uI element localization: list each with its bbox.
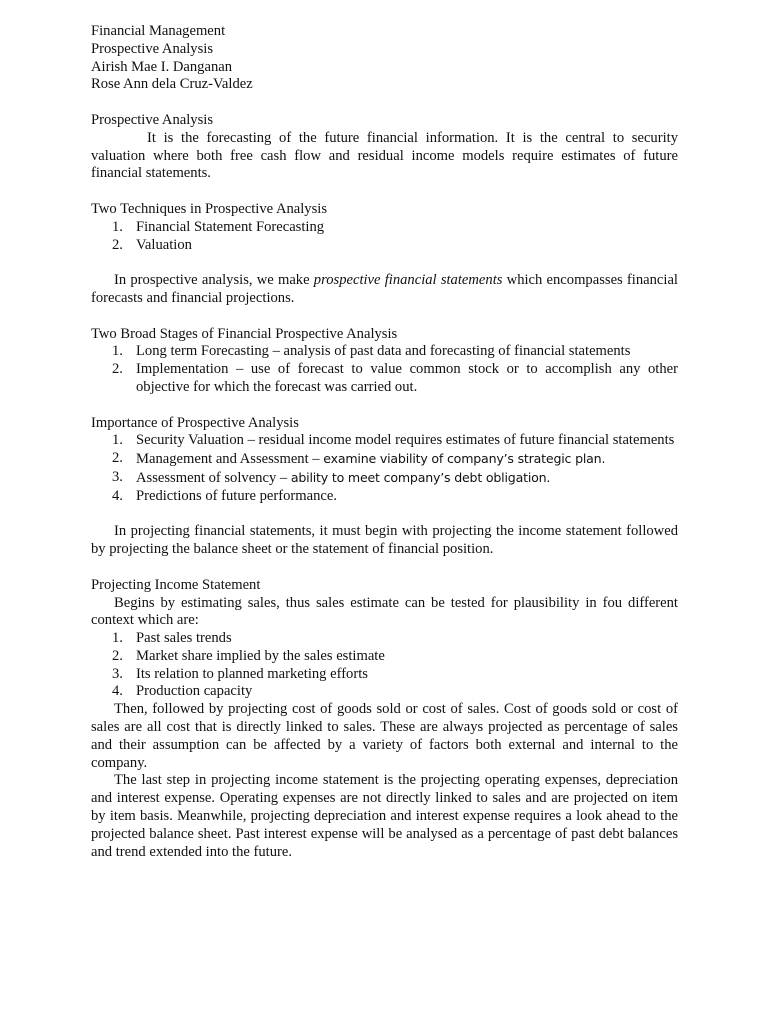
section-heading-two-techniques: Two Techniques in Prospective Analysis	[91, 200, 328, 217]
list-item: 1. Security Valuation – residual income model requires estimates of future financial statements	[112, 432, 675, 449]
list-item: 2. Valuation	[112, 236, 192, 253]
list-item: 4. Predictions of future performance.	[112, 487, 337, 504]
list-item: 1. Past sales trends	[112, 630, 232, 647]
cost-of-sales-paragraph: Then, followed by projecting cost of goods sold or cost of sales. Cost of goods sold or cost of sales are all cost that is directly linked to sales. These are always projected as percentage of sales and their assumption can be affected by a variety of factors both external and internal to the company.	[91, 701, 678, 771]
operating-expenses-paragraph: The last step in projecting income statement is the projecting operating expenses, depreciation and interest expense. Operating expenses are not directly linked to sales and are projected on item by item basis. Meanwhile, projecting depreciation and interest expense requires a look ahead to the projected balance sheet. Past interest expense will be analysed as a percentage of past debt balances and trend extended into the future.	[91, 772, 678, 860]
document-title: Prospective Analysis	[91, 40, 214, 57]
section-heading-projecting-income-statement: Projecting Income Statement	[91, 576, 261, 593]
section-heading-importance: Importance of Prospective Analysis	[91, 414, 299, 431]
list-item: 3. Assessment of solvency – ability to meet company’s debt obligation.	[112, 468, 551, 486]
document-content	[91, 23, 678, 861]
definition-paragraph: It is the forecasting of the future financial information. It is the central to security valuation where both free cash flow and residual income models require estimates of future financial statements.	[91, 129, 678, 182]
techniques-list	[91, 219, 678, 255]
projecting-statements-paragraph: In projecting financial statements, it must begin with projecting the income statement followed by projecting the balance sheet or the statement of financial position.	[91, 523, 678, 558]
sales-context-list	[91, 630, 678, 701]
list-item: 1. Financial Statement Forecasting	[112, 218, 325, 235]
list-item: 3. Its relation to planned marketing efforts	[112, 665, 368, 682]
importance-list	[91, 432, 678, 505]
list-item: 2. Market share implied by the sales estimate	[112, 647, 385, 664]
list-item: 2. Implementation – use of forecast to value common stock or to accomplish any other objective for which the forecast was carried out.	[112, 361, 678, 395]
italic-term: prospective financial statements	[313, 272, 503, 289]
section-heading-prospective-analysis: Prospective Analysis	[91, 111, 214, 128]
sales-estimate-paragraph: Begins by estimating sales, thus sales estimate can be tested for plausibility in fou different context which are:	[91, 594, 678, 629]
prospective-statements-paragraph: In prospective analysis, we make prospective financial statements which encompasses financial forecasts and financial projections.	[91, 272, 678, 306]
author-2: Rose Ann dela Cruz-Valdez	[91, 76, 253, 93]
list-item: 4. Production capacity	[112, 683, 253, 700]
section-heading-two-stages: Two Broad Stages of Financial Prospective Analysis	[91, 325, 398, 342]
stages-list	[91, 343, 678, 396]
list-item: 1. Long term Forecasting – analysis of past data and forecasting of financial statements	[112, 343, 631, 360]
author-1: Airish Mae I. Danganan	[91, 58, 233, 75]
course-title: Financial Management	[91, 23, 226, 39]
list-item: 2. Management and Assessment – examine viability of company’s strategic plan.	[112, 450, 606, 468]
